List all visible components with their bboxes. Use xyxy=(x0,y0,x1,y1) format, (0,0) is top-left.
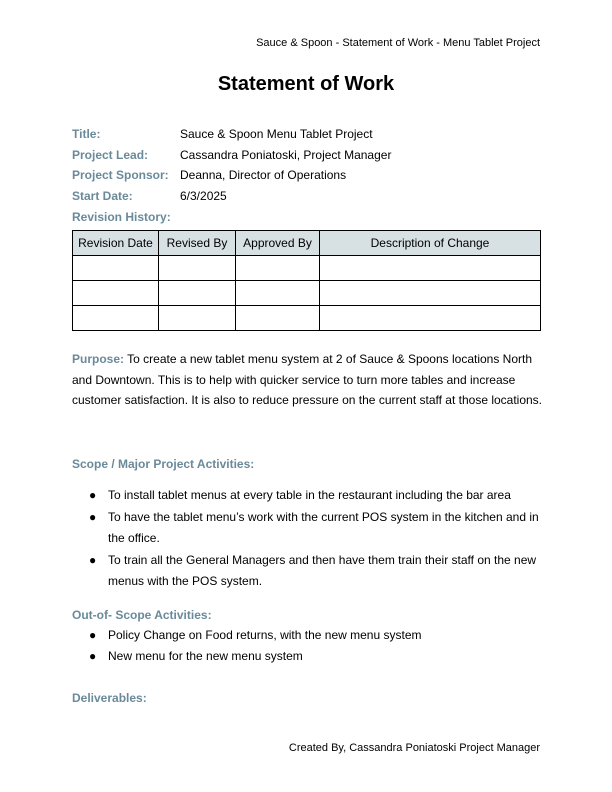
running-header: Sauce & Spoon - Statement of Work - Menu Tablet Project xyxy=(256,37,540,49)
meta-label: Title: xyxy=(72,127,101,141)
table-cell xyxy=(236,306,320,331)
column-header: Revised By xyxy=(159,231,236,256)
table-cell xyxy=(73,281,159,306)
scope-list xyxy=(72,485,542,593)
table-cell xyxy=(320,256,541,281)
meta-value: Sauce & Spoon Menu Tablet Project xyxy=(180,127,373,141)
column-header: Revision Date xyxy=(73,231,159,256)
revision-history-label: Revision History: xyxy=(72,209,171,224)
revision-history-table xyxy=(72,230,541,331)
list-item-text: To have the tablet menu’s work with the current POS system in the kitchen and in the office. xyxy=(108,509,539,545)
list-item xyxy=(72,625,542,646)
table-row xyxy=(73,256,541,281)
table-cell xyxy=(236,281,320,306)
list-item xyxy=(72,550,542,593)
meta-row-project-lead xyxy=(72,147,391,168)
meta-label: Project Sponsor: xyxy=(72,168,169,183)
table-cell xyxy=(320,306,541,331)
list-item-text: To train all the General Managers and then have them train their staff on the new menus with the POS system. xyxy=(108,552,537,588)
bullet-icon: ● xyxy=(89,509,97,524)
list-item xyxy=(72,507,542,550)
meta-label: Project Lead: xyxy=(72,147,149,162)
column-header: Description of Change xyxy=(320,231,541,256)
scope-heading: Scope / Major Project Activities: xyxy=(72,457,255,471)
table-cell xyxy=(159,306,236,331)
purpose-text: To create a new tablet menu system at 2 of Sauce & Spoons locations North and Downtown. This is to help with quicker service to turn more tables and increase customer satisfaction. It is also to reduce pressure on the current staff at those locations. xyxy=(72,352,543,408)
list-item xyxy=(72,646,542,667)
created-by-footer: Created By, Cassandra Poniatoski Project Manager xyxy=(288,742,540,754)
meta-row-title xyxy=(72,126,391,147)
purpose-section xyxy=(72,349,542,411)
table-cell xyxy=(73,256,159,281)
bullet-icon: ● xyxy=(89,628,97,642)
table-cell xyxy=(73,306,159,331)
list-item-text: Policy Change on Food returns, with the new menu system xyxy=(108,628,422,642)
out-of-scope-list xyxy=(72,625,542,667)
table-cell xyxy=(159,281,236,306)
column-header: Approved By xyxy=(236,231,320,256)
table-header-row xyxy=(73,231,541,256)
purpose-label: Purpose: xyxy=(72,352,125,366)
meta-row-revision-history xyxy=(72,209,391,230)
meta-value: Cassandra Poniatoski, Project Manager xyxy=(180,147,392,162)
table-cell xyxy=(236,256,320,281)
list-item-text: New menu for the new menu system xyxy=(108,649,303,663)
table-cell xyxy=(320,281,541,306)
meta-row-project-sponsor xyxy=(72,167,391,188)
bullet-icon: ● xyxy=(89,488,97,502)
project-meta xyxy=(72,126,391,229)
bullet-icon: ● xyxy=(89,552,97,567)
table-row xyxy=(73,306,541,331)
meta-row-start-date xyxy=(72,188,391,209)
table-row xyxy=(73,281,541,306)
page-title: Statement of Work xyxy=(217,73,395,95)
meta-value: Deanna, Director of Operations xyxy=(180,168,347,183)
meta-value: 6/3/2025 xyxy=(180,189,227,204)
deliverables-heading: Deliverables: xyxy=(72,691,147,705)
table-cell xyxy=(159,256,236,281)
list-item-text: To install tablet menus at every table in the restaurant including the bar area xyxy=(108,488,511,502)
out-of-scope-heading: Out-of- Scope Activities: xyxy=(72,608,212,622)
bullet-icon: ● xyxy=(89,649,97,663)
meta-label: Start Date: xyxy=(72,189,133,204)
list-item xyxy=(72,485,542,507)
